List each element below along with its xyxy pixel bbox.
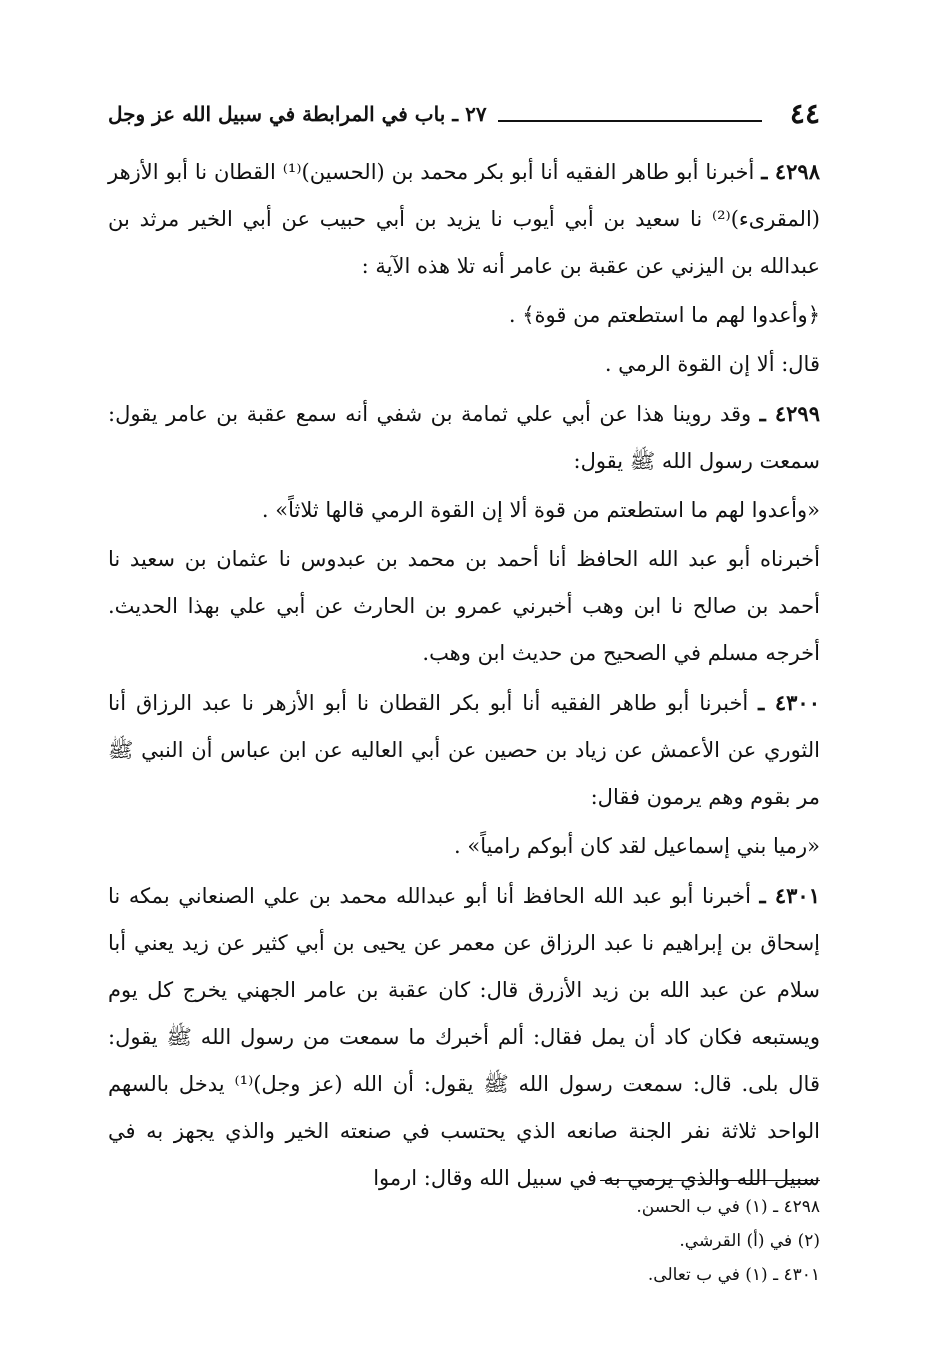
paragraph-text: وقد روينا هذا عن أبي علي ثمامة بن شفي أنه سمع عقبة بن عامر يقول: سمعت رسول الله ﷺ يقول: [108,402,820,473]
paragraph-text: أخبرنا أبو طاهر الفقيه أنا أبو بكر محمد بن (الحسين)⁽¹⁾ القطان نا أبو الأزهر (المقرىء)⁽²⁾ نا سعيد بن أبي أيوب نا يزيد بن أبي حبيب عن أبي الخير مرثد بن عبدالله بن اليزني عن عقبة بن عامر أنه تلا هذه الآية : [108,160,820,278]
quote-line: ﴿وأعدوا لهم ما استطعتم من قوة﴾ . [508,303,820,327]
hadith-paragraph [108,390,820,485]
body-text [108,148,820,1204]
footnote: ٤٣٠١ ـ (١) في ب تعالى. [647,1265,820,1285]
paragraph-text: أخبرنا أبو عبد الله الحافظ أنا أبو عبدالله محمد بن علي الصنعاني بمكه نا إسحاق بن إبراهيم نا عبد الرزاق عن معمر عن يحيى بن أبي كثير عن زيد يعني أبا سلام عن عبد الله بن زيد الأزرق قال: كان عقبة بن عامر الجهني يخرج كل يوم ويستبعه فكان كاد أن يمل فقال: ألم أخبرك ما سمعت من رسول الله ﷺ يقول: قال بلى. قال: سمعت رسول الله ﷺ يقول: أن الله (عز وجل)⁽¹⁾ يدخل بالسهم الواحد ثلاثة نفر الجنة صانعه الذي يحتسب في صنعته الخير والذي يجهز به في سبيل الله والذي يرمي به في سبيل الله وقال: ارموا [108,884,820,1190]
footnotes [108,1190,820,1292]
running-header [108,96,820,136]
chapter-title: ٢٧ ـ باب في المرابطة في سبيل الله عز وجل [108,102,487,126]
hadith-number: ٤٢٩٨ ـ [761,159,820,184]
hadith-number: ٤٣٠٠ ـ [758,690,820,715]
footnote-rule [600,1180,820,1181]
paragraph-text: أخبرناه أبو عبد الله الحافظ أنا أحمد بن محمد بن عبدوس نا عثمان بن سعيد نا أحمد بن صالح نا ابن وهب أخبرني عمرو بن الحارث عن أبي علي بهذا الحديث. أخرجه مسلم في الصحيح من حديث ابن وهب. [108,547,820,665]
footnote: (٢) في (أ) القرشي. [679,1231,820,1251]
hadith-paragraph [108,872,820,1202]
hadith-paragraph [108,148,820,290]
quote-line: «رميا بني إسماعيل لقد كان أبوكم رامياً» . [454,834,820,858]
hadith-number: ٤٢٩٩ ـ [759,401,820,426]
hadith-paragraph [108,679,820,821]
header-rule [498,120,762,122]
chain-paragraph [108,536,820,677]
hadith-number: ٤٣٠١ ـ [759,883,820,908]
page-number: ٤٤ [789,97,820,130]
paragraph-text: أخبرنا أبو طاهر الفقيه أنا أبو بكر القطان نا أبو الأزهر نا عبد الرزاق أنا الثوري عن الأعمش عن زياد بن حصين عن أبي العاليه عن ابن عباس أن النبي ﷺ مر بقوم وهم يرمون فقال: [108,691,820,809]
footnote: ٤٢٩٨ ـ (١) في ب الحسن. [636,1197,820,1217]
quote-line: «وأعدوا لهم ما استطعتم من قوة ألا إن القوة الرمي قالها ثلاثاً» . [261,498,820,522]
quote-line: قال: ألا إن القوة الرمي . [604,352,820,376]
